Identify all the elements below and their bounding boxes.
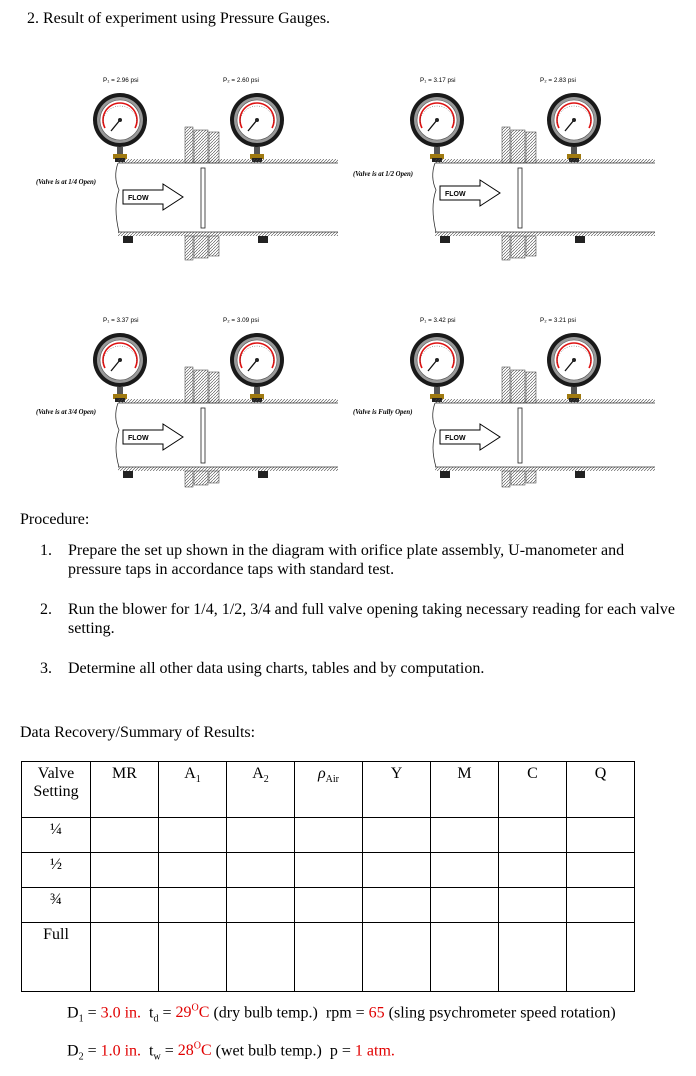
- valve-setting-cell: Full: [22, 923, 91, 992]
- section-heading: 2. Result of experiment using Pressure Gauges.: [27, 10, 331, 27]
- equals: =: [83, 1004, 101, 1022]
- data-recovery-title: Data Recovery/Summary of Results:: [20, 724, 256, 741]
- d1-value: 3.0 in.: [100, 1004, 142, 1022]
- a2-subscript: 2: [263, 774, 269, 786]
- gauge-diagram-half-open: [350, 72, 665, 272]
- valve-position-label: (Valve is at 1/2 Open): [353, 171, 414, 178]
- tw-value: $28^OC$: [177, 1041, 212, 1060]
- tw-note: (wet bulb temp.): [211, 1042, 322, 1060]
- col-header-m: M: [431, 762, 499, 818]
- step-text: Determine all other data using charts, tables and by computation.: [68, 660, 485, 677]
- results-table: [21, 761, 635, 992]
- p2-label: P₂ = 2.60 psi: [223, 77, 259, 84]
- tw-label: t: [149, 1042, 154, 1060]
- equals: =: [158, 1004, 176, 1022]
- a1-subscript: 1: [195, 774, 201, 786]
- a1-symbol: A: [184, 765, 196, 782]
- step-text: Run the blower for 1/4, 1/2, 3/4 and full valve opening taking necessary reading for each valve setting.: [68, 601, 675, 637]
- d2-label: D: [67, 1042, 79, 1060]
- valve-position-label: (Valve is at 1/4 Open): [36, 179, 97, 186]
- rho-subscript: Air: [325, 774, 340, 786]
- flow-label: FLOW: [445, 191, 466, 198]
- col-header-y: Y: [363, 762, 431, 818]
- gauge-diagram-fully-open: [350, 312, 665, 512]
- procedure-step: [40, 600, 680, 638]
- flow-label: FLOW: [128, 195, 149, 202]
- table-row: [22, 888, 635, 923]
- pressure-gauge-icon: [547, 333, 601, 402]
- p1-label: P₁ = 3.17 psi: [420, 77, 456, 84]
- rpm-note: (sling psychrometer speed rotation): [384, 1004, 616, 1022]
- pressure-gauge-icon: [230, 93, 284, 162]
- table-row: [22, 923, 635, 992]
- col-header-rho-air: [295, 762, 363, 818]
- gauge-diagram-three-quarter-open: [33, 312, 348, 512]
- p1-label: P₁ = 2.96 psi: [103, 77, 139, 84]
- gauge-diagram-quarter-open: [33, 72, 348, 272]
- pressure-gauge-icon: [230, 333, 284, 402]
- tw-subscript: w: [153, 1051, 161, 1063]
- p1-label: P₁ = 3.42 psi: [420, 317, 456, 324]
- procedure-step: [40, 659, 680, 678]
- pressure-gauge-icon: [93, 93, 147, 162]
- col-header-a2: [227, 762, 295, 818]
- p2-label: P₂ = 3.21 psi: [540, 317, 576, 324]
- td-note: (dry bulb temp.): [209, 1004, 318, 1022]
- p1-label: P₁ = 3.37 psi: [103, 317, 139, 324]
- p2-label: P₂ = 3.09 psi: [223, 317, 259, 324]
- equals: =: [160, 1042, 178, 1060]
- pressure-value: 1 atm.: [354, 1042, 395, 1060]
- pressure-gauge-icon: [410, 93, 464, 162]
- equals: =: [83, 1042, 101, 1060]
- rho-symbol: ρ: [317, 765, 326, 782]
- col-header-a1: [159, 762, 227, 818]
- valve-position-label: (Valve is at 3/4 Open): [36, 409, 97, 416]
- pressure-gauge-icon: [93, 333, 147, 402]
- valve-setting-cell: ¼: [22, 818, 91, 853]
- d1-subscript: 1: [78, 1013, 84, 1025]
- p2-label: P₂ = 2.83 psi: [540, 77, 576, 84]
- valve-setting-cell: ½: [22, 853, 91, 888]
- td-value: $29^OC$: [175, 1003, 210, 1022]
- col-header-q: Q: [567, 762, 635, 818]
- step-number: 2.: [40, 601, 52, 618]
- conditions-line-1: [67, 1003, 616, 1025]
- flow-label: FLOW: [128, 435, 149, 442]
- pressure-label: p: [329, 1042, 338, 1060]
- procedure-steps: [40, 541, 680, 678]
- col-header-valve-setting: Valve Setting: [22, 762, 91, 818]
- d2-subscript: 2: [78, 1051, 84, 1063]
- flow-label: FLOW: [445, 435, 466, 442]
- col-header-mr: MR: [91, 762, 159, 818]
- table-row: [22, 853, 635, 888]
- table-row: [22, 818, 635, 853]
- pressure-gauge-icon: [547, 93, 601, 162]
- procedure-title: Procedure:: [20, 511, 90, 528]
- procedure-step: [40, 541, 680, 579]
- conditions-line-2: [67, 1041, 395, 1063]
- d2-value: 1.0 in.: [100, 1042, 142, 1060]
- step-number: 1.: [40, 542, 52, 559]
- valve-setting-cell: ¾: [22, 888, 91, 923]
- td-subscript: d: [153, 1013, 159, 1025]
- table-header-row: [22, 762, 635, 818]
- a2-symbol: A: [252, 765, 264, 782]
- pressure-gauge-icon: [410, 333, 464, 402]
- rpm-label: rpm: [325, 1004, 352, 1022]
- col-header-c: C: [499, 762, 567, 818]
- step-number: 3.: [40, 660, 52, 677]
- step-text: Prepare the set up shown in the diagram with orifice plate assembly, U-manometer and pressure taps in accordance taps with standard test.: [68, 542, 625, 578]
- rpm-value: 65: [368, 1004, 385, 1022]
- valve-position-label: (Valve is Fully Open): [353, 409, 413, 416]
- d1-label: D: [67, 1004, 79, 1022]
- td-label: t: [149, 1004, 154, 1022]
- equals: =: [337, 1042, 355, 1060]
- equals: =: [351, 1004, 369, 1022]
